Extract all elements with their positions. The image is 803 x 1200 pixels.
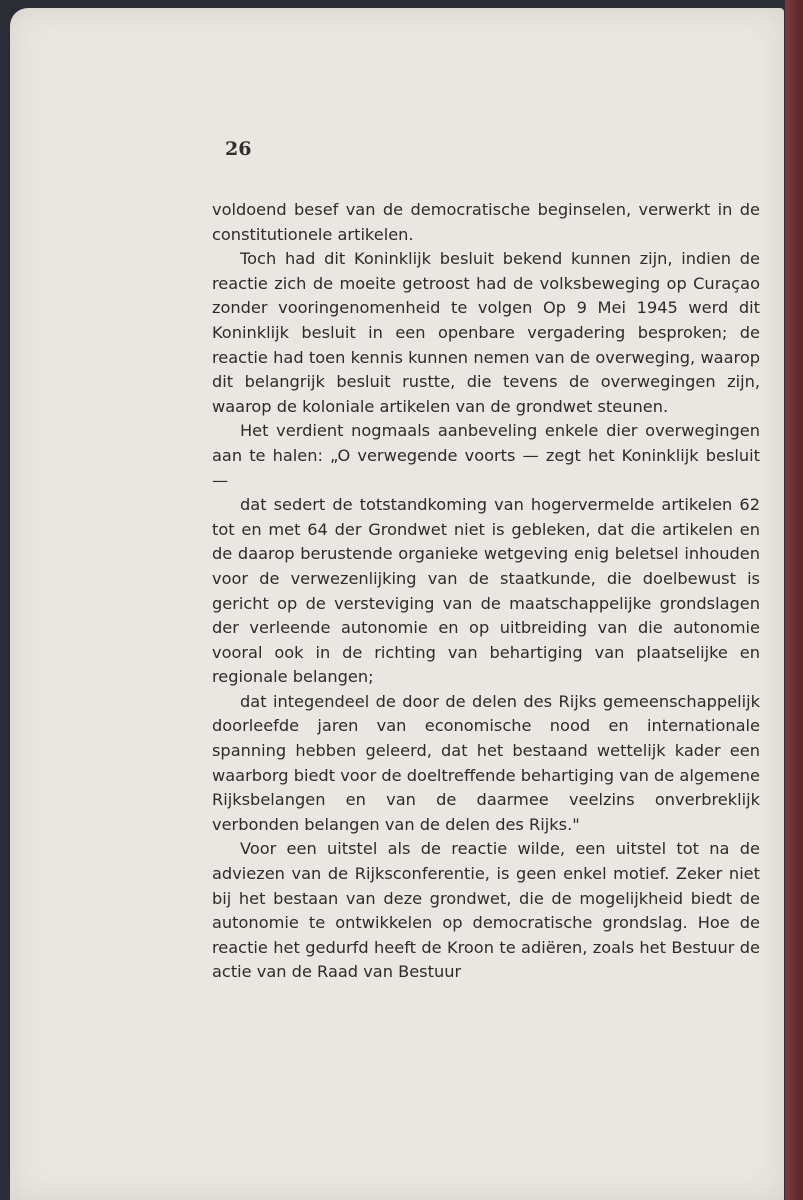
book-spine-edge — [785, 0, 803, 1200]
paragraph: Het verdient nogmaals aanbeveling enkele dier overwegingen aan te halen: „O verwegende voorts — zegt het Koninklijk besluit — — [212, 421, 760, 490]
paragraph: voldoend besef van de democratische beginselen, verwerkt in de constitutionele artikelen. — [212, 200, 760, 244]
body-text — [212, 198, 760, 985]
paragraph: Voor een uitstel als de reactie wilde, een uitstel tot na de adviezen van de Rijksconferentie, is geen enkel motief. Zeker niet bij het bestaan van deze grondwet, die de mogelijkheid biedt de autonomie te ontwikkelen op democratische grondslag. Hoe de reactie het gedurfd heeft de Kroon te adiëren, zoals het Bestuur de actie van de Raad van Bestuur — [212, 839, 760, 982]
paragraph: Toch had dit Koninklijk besluit bekend kunnen zijn, indien de reactie zich de moeite getroost had de volksbeweging op Curaçao zonder vooringenomenheid te volgen Op 9 Mei 1945 werd dit Koninklijk besluit in een openbare vergadering besproken; de reactie had toen kennis kunnen nemen van de overweging, waarop dit belangrijk besluit rustte, die tevens de overwegingen zijn, waarop de koloniale artikelen van de grondwet steunen. — [212, 249, 760, 416]
page-number: 26 — [225, 138, 252, 160]
quoted-paragraph: dat sedert de totstandkoming van hogervermelde artikelen 62 tot en met 64 der Grondwet niet is gebleken, dat die artikelen en de daarop berustende organieke wetgeving enig beletsel inhouden voor de verwezenlijking van de staatkunde, die doelbewust is gericht op de versteviging van de maatschappelijke grondslagen der verleende autonomie en op uitbreiding van die autonomie vooral ook in de richting van behartiging van plaatselijke en regionale belangen; — [212, 495, 760, 687]
quoted-paragraph: dat integendeel de door de delen des Rijks gemeenschappelijk doorleefde jaren van economische nood en internationale spanning hebben geleerd, dat het bestaand wettelijk kader een waarborg biedt voor de doeltreffende behartiging van de algemene Rijksbelangen en van de daarmee veelzins onverbreklijk verbonden belangen van de delen des Rijks." — [212, 691, 761, 834]
